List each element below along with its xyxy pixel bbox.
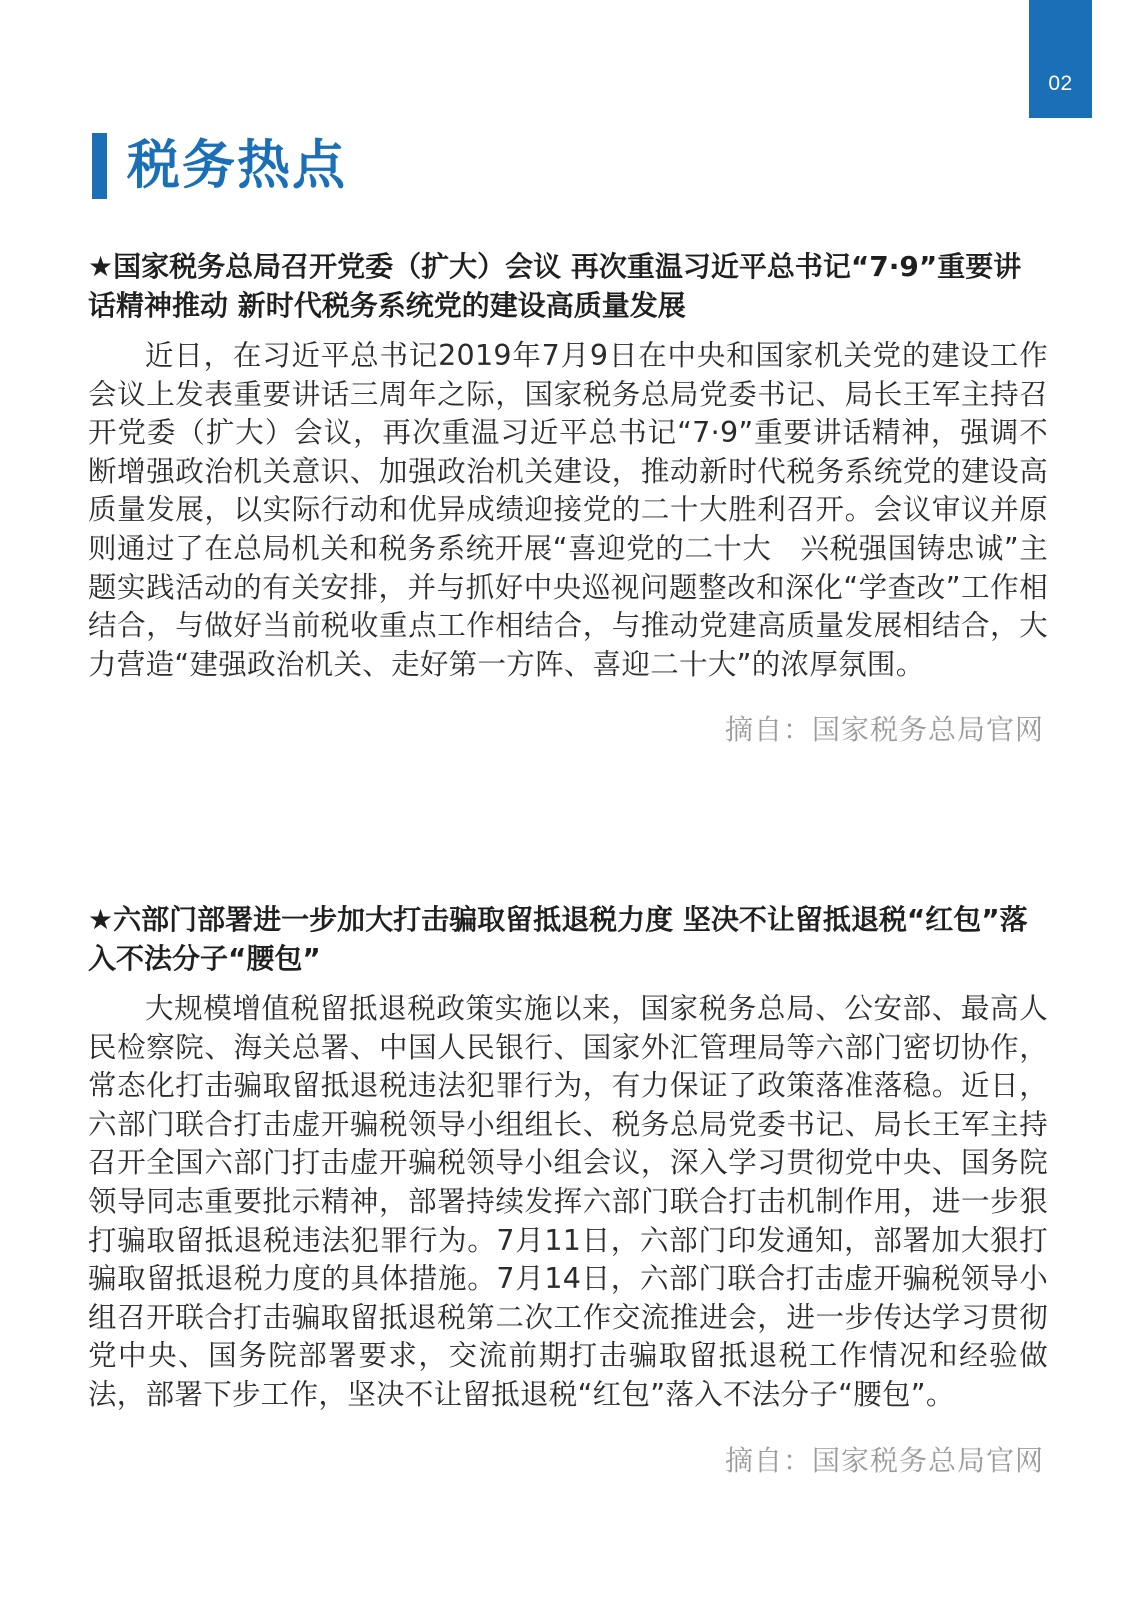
article-2 xyxy=(88,900,1048,1479)
page-number-tab xyxy=(1029,0,1092,118)
article-1 xyxy=(88,247,1048,748)
page-number: 02 xyxy=(1048,72,1073,95)
article-body: 大规模增值税留抵退税政策实施以来，国家税务总局、公安部、最高人民检察院、海关总署、中国人民银行、国家外汇管理局等六部门密切协作，常态化打击骗取留抵退税违法犯罪行为，有力保证了政策落准落稳。近日，六部门联合打击虚开骗税领导小组组长、税务总局党委书记、局长王军主持召开全国六部门打击虚开骗税领导小组会议，深入学习贯彻党中央、国务院领导同志重要批示精神，部署持续发挥六部门联合打击机制作用，进一步狠打骗取留抵退税违法犯罪行为。7月11日，六部门印发通知，部署加大狠打骗取留抵退税力度的具体措施。7月14日，六部门联合打击虚开骗税领导小组召开联合打击骗取留抵退税第二次工作交流推进会，进一步传达学习贯彻党中央、国务院部署要求，交流前期打击骗取留抵退税工作情况和经验做法，部署下步工作，坚决不让留抵退税“红包”落入不法分子“腰包”。 xyxy=(88,992,1048,1411)
article-headline: ★六部门部署进一步加大打击骗取留抵退税力度 坚决不让留抵退税“红包”落入不法分子“腰包” xyxy=(88,903,1028,975)
article-headline: ★国家税务总局召开党委（扩大）会议 再次重温习近平总书记“7·9”重要讲话精神推动 新时代税务系统党的建设高质量发展 xyxy=(88,250,1022,322)
article-body: 近日，在习近平总书记2019年7月9日在中央和国家机关党的建设工作会议上发表重要讲话三周年之际，国家税务总局党委书记、局长王军主持召开党委（扩大）会议，再次重温习近平总书记“7·9”重要讲话精神，强调不断增强政治机关意识、加强政治机关建设，推动新时代税务系统党的建设高质量发展，以实际行动和优异成绩迎接党的二十大胜利召开。会议审议并原则通过了在总局机关和税务系统开展“喜迎党的二十大 兴税强国铸忠诚”主题实践活动的有关安排，并与抓好中央巡视问题整改和深化“学查改”工作相结合，与做好当前税收重点工作相结合，与推动党建高质量发展相结合，大力营造“建强政治机关、走好第一方阵、喜迎二十大”的浓厚氛围。 xyxy=(88,339,1048,681)
section-title: 税务热点 xyxy=(127,135,347,196)
article-source: 摘自：国家税务总局官网 xyxy=(724,713,1044,747)
section-header xyxy=(92,132,347,200)
section-accent-bar xyxy=(92,133,107,199)
article-source: 摘自：国家税务总局官网 xyxy=(724,1443,1044,1477)
